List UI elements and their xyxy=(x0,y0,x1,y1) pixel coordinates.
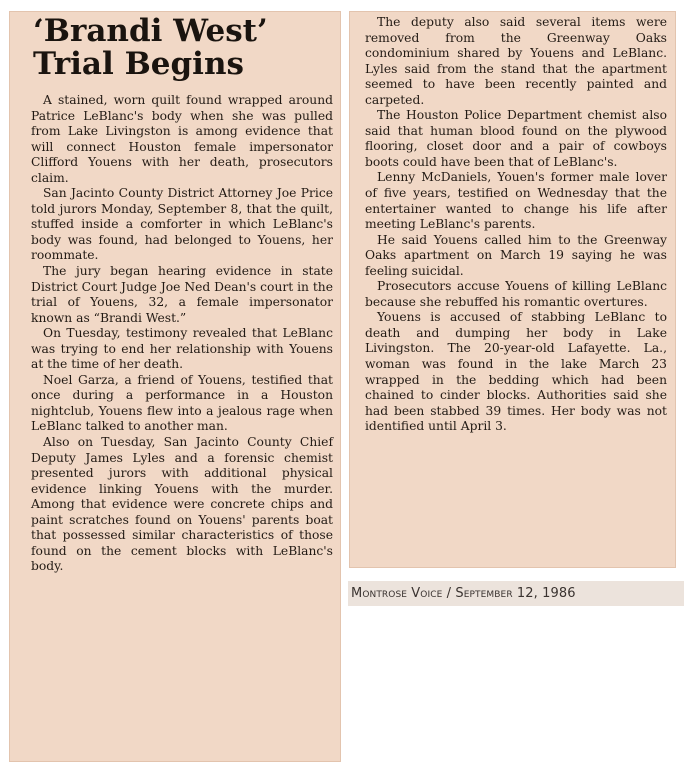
paragraph: Noel Garza, a friend of Youens, testified that once during a performance in a Houston nightclub, Youens flew into a jealous rage when LeBlanc talked to another man. xyxy=(31,372,333,434)
publication-date: September 12, 1986 xyxy=(455,586,576,601)
paragraph: San Jacinto County District Attorney Joe Price told jurors Monday, September 8, that the quilt, stuffed inside a comforter in which LeBlanc's body was found, had belonged to Youens, her roommate. xyxy=(31,186,333,263)
paragraph: On Tuesday, testimony revealed that LeBlanc was trying to end her relationship with Youens at the time of her death. xyxy=(31,326,333,372)
article-clipping-right xyxy=(349,11,676,568)
headline-line-2: Trial Begins xyxy=(33,46,244,82)
paragraph: Also on Tuesday, San Jacinto County Chief Deputy James Lyles and a forensic chemist presented jurors with additional physical evidence linking Youens with the murder. Among that evidence were concrete chips and paint scratches found on Youens' parents boat that possessed similar characteristics of those found on the cement blocks with LeBlanc's body. xyxy=(31,435,333,574)
paragraph: A stained, worn quilt found wrapped around Patrice LeBlanc's body when she was pulled from Lake Livingston is among evidence that will connect Houston female impersonator Clifford Youens with her death, prosecutors claim. xyxy=(31,93,333,185)
paragraph: Prosecutors accuse Youens of killing LeBlanc because she rebuffed his romantic overtures. xyxy=(365,279,667,309)
paragraph: He said Youens called him to the Greenway Oaks apartment on March 19 saying he was feeling suicidal. xyxy=(365,232,667,278)
publication-name: Montrose Voice xyxy=(351,586,443,601)
paragraph: The deputy also said several items were removed from the Greenway Oaks condominium shared by Youens and LeBlanc. Lyles said from the stand that the apartment seemed to have been recently painted and carpeted. xyxy=(365,15,667,107)
source-caption xyxy=(348,581,684,606)
paragraph: Youens is accused of stabbing LeBlanc to death and dumping her body in Lake Livingston. The 20-year-old Lafayette. La., woman was found in the lake March 23 wrapped in the bedding which had been chained to cinder blocks. Authorities said she had been stabbed 39 times. Her body was not identified until April 3. xyxy=(365,310,667,434)
caption-separator: / xyxy=(442,586,456,601)
paragraph: The jury began hearing evidence in state District Court Judge Joe Ned Dean's court in the trial of Youens, 32, a female impersonator known as “Brandi West.” xyxy=(31,264,333,325)
headline xyxy=(33,15,333,81)
right-column-body xyxy=(365,15,667,435)
paragraph: The Houston Police Department chemist also said that human blood found on the plywood flooring, closet door and a pair of cowboys boots could have been that of LeBlanc's. xyxy=(365,108,667,169)
headline-line-1: ‘Brandi West’ xyxy=(33,13,268,49)
article-clipping-left xyxy=(9,11,341,762)
left-column-body xyxy=(31,93,333,575)
paragraph: Lenny McDaniels, Youen's former male lover of five years, testified on Wednesday that the entertainer wanted to change his life after meeting LeBlanc's parents. xyxy=(365,170,667,232)
